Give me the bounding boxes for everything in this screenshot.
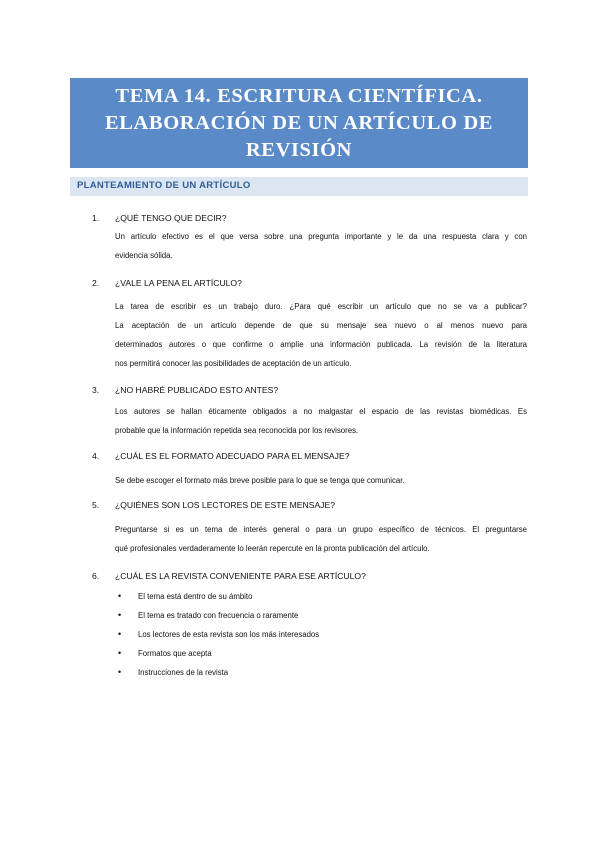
question-text: ¿CUÁL ES LA REVISTA CONVENIENTE PARA ESE ARTÍCULO? bbox=[115, 571, 366, 581]
document-title bbox=[70, 78, 528, 168]
bullet-text: Los lectores de esta revista son los más interesados bbox=[138, 630, 320, 639]
answer-line: qué profesionales verdaderamente lo leerán repercute en la pronta publicación del artículo. bbox=[115, 544, 430, 553]
question-number: 6. bbox=[92, 571, 100, 581]
bullet-icon: • bbox=[118, 648, 122, 658]
bullet-icon: • bbox=[118, 629, 122, 639]
answer-3 bbox=[115, 402, 527, 440]
answer-4 bbox=[115, 471, 527, 490]
answer-line: Los autores se hallan éticamente obligados a no malgastar el espacio de las revistas biomédicas. Es bbox=[115, 407, 527, 416]
answer-5 bbox=[115, 520, 527, 558]
bullet-text: Formatos que acepta bbox=[138, 649, 212, 658]
answer-line: La aceptación de un artículo depende de que su mensaje sea nuevo o al menos nuevo para bbox=[115, 321, 527, 330]
answer-line: Preguntarse si es un tema de interés general o para un grupo específico de técnicos. El preguntarse bbox=[115, 525, 527, 534]
bullet-text: El tema es tratado con frecuencia o raramente bbox=[138, 611, 299, 620]
question-number: 1. bbox=[92, 213, 100, 223]
answer-2 bbox=[115, 297, 527, 373]
answer-line: nos permitirá conocer las posibilidades de aceptación de un artículo. bbox=[115, 359, 352, 368]
section-heading: PLANTEAMIENTO DE UN ARTÍCULO bbox=[77, 180, 251, 191]
answer-line: Un artículo efectivo es el que versa sobre una pregunta importante y le da una respuesta clara y con bbox=[115, 232, 527, 241]
question-text: ¿QUÉ TENGO QUE DECIR? bbox=[115, 213, 227, 223]
question-text: ¿CUÁL ES EL FORMATO ADECUADO PARA EL MENSAJE? bbox=[115, 451, 350, 461]
bullet-icon: • bbox=[118, 667, 122, 677]
bullet-text: El tema está dentro de su ámbito bbox=[138, 592, 253, 601]
question-number: 4. bbox=[92, 451, 100, 461]
title-line-3: REVISIÓN bbox=[245, 138, 353, 161]
question-text: ¿QUIÉNES SON LOS LECTORES DE ESTE MENSAJE? bbox=[115, 500, 335, 510]
title-line-2: ELABORACIÓN DE UN ARTÍCULO DE bbox=[104, 111, 493, 134]
bullet-icon: • bbox=[118, 591, 122, 601]
answer-line: Se debe escoger el formato más breve posible para lo que se tenga que comunicar. bbox=[115, 476, 405, 485]
question-text: ¿NO HABRÉ PUBLICADO ESTO ANTES? bbox=[115, 385, 279, 395]
bullet-text: Instrucciones de la revista bbox=[138, 668, 229, 677]
answer-line: probable que la información repetida sea reconocida por los revisores. bbox=[115, 426, 359, 435]
question-number: 3. bbox=[92, 385, 100, 395]
section-heading-bar bbox=[70, 177, 528, 196]
question-number: 2. bbox=[92, 278, 100, 288]
answer-line: La tarea de escribir es un trabajo duro. ¿Para qué escribir un artículo que no se va a publicar? bbox=[115, 302, 527, 311]
answer-line: evidencia sólida. bbox=[115, 251, 173, 260]
question-text: ¿VALE LA PENA EL ARTÍCULO? bbox=[115, 278, 242, 288]
answer-line: determinados autores o que confirme o amplíe una información publicada. La revisión de la literatura bbox=[115, 340, 527, 349]
answer-1 bbox=[115, 227, 527, 265]
question-number: 5. bbox=[92, 500, 100, 510]
bullet-icon: • bbox=[118, 610, 122, 620]
title-line-1: TEMA 14. ESCRITURA CIENTÍFICA. bbox=[115, 84, 483, 107]
